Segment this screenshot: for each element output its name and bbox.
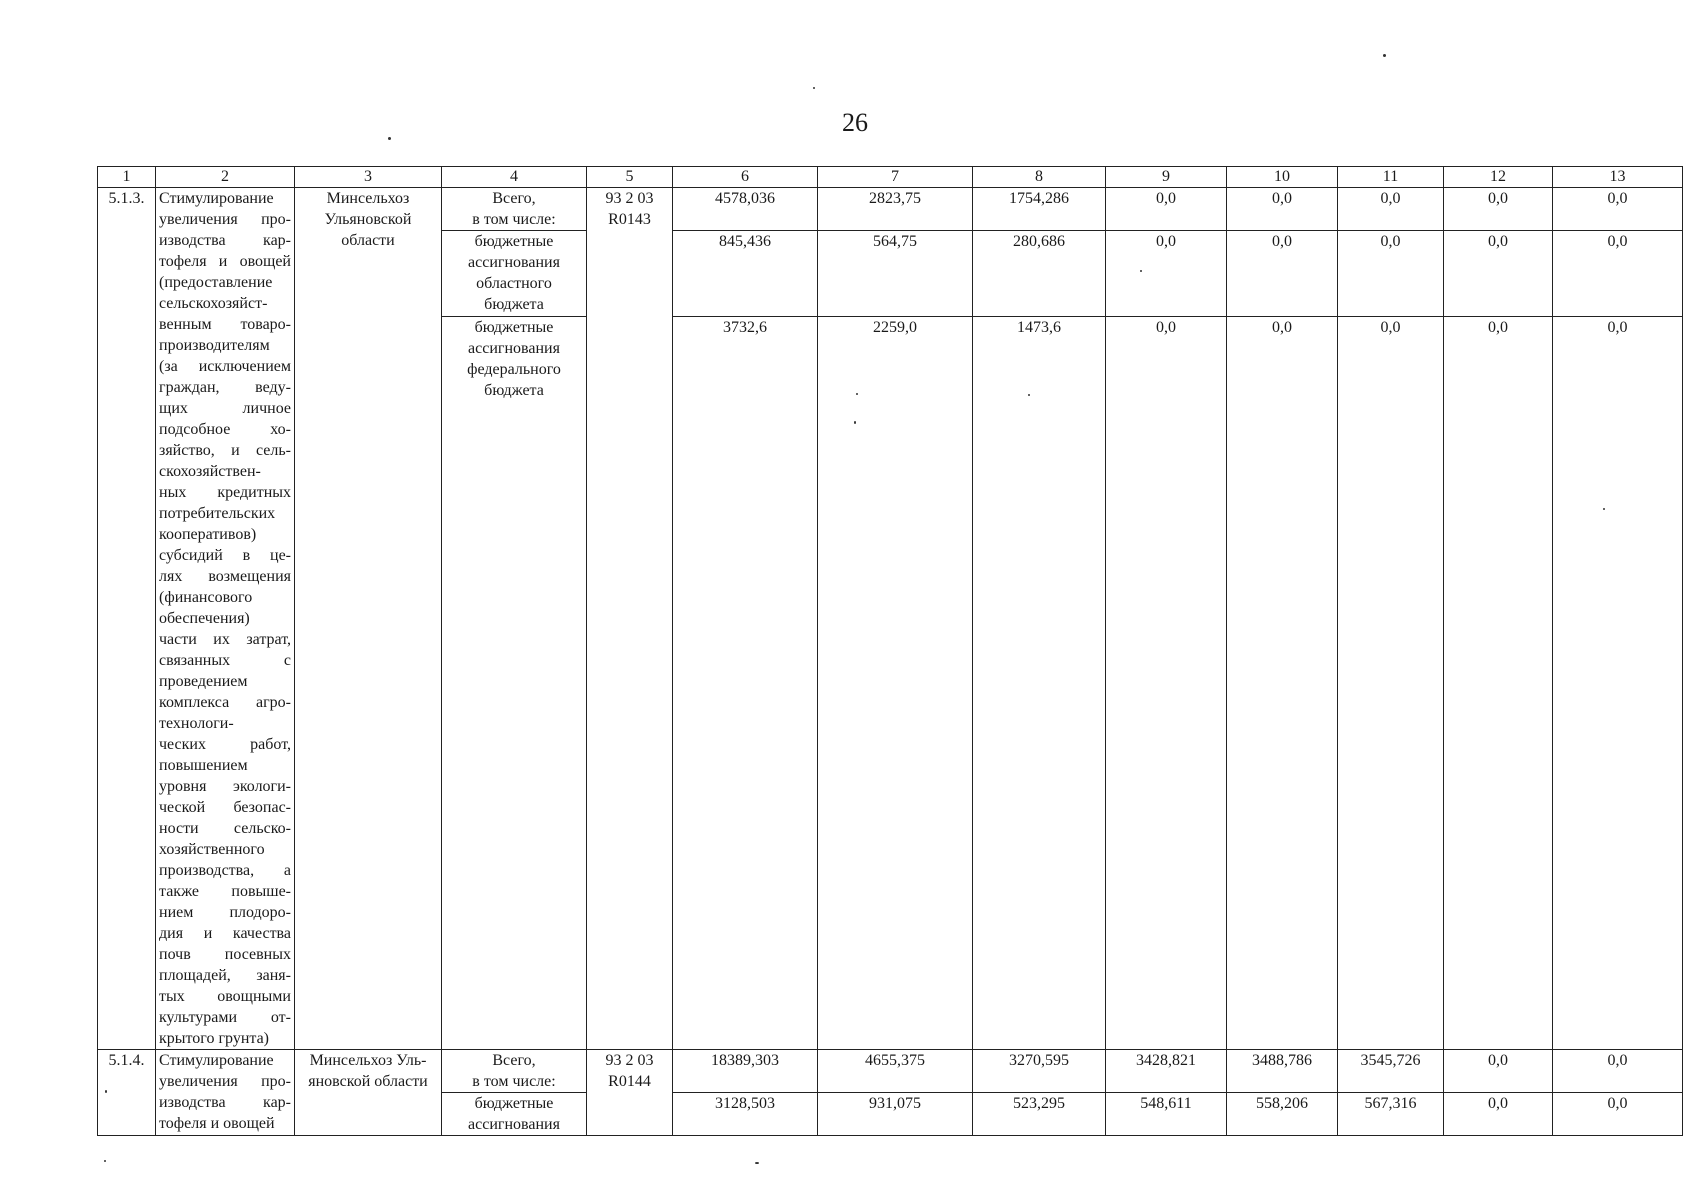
description-line: увеличения про- xyxy=(159,1073,291,1090)
funding-source xyxy=(442,1050,587,1093)
funding-value: 523,295 xyxy=(973,1093,1106,1136)
funding-source xyxy=(442,316,587,1049)
description-line: площадей, заня- xyxy=(159,967,291,984)
funding-value: 0,0 xyxy=(1553,316,1683,1049)
funding-value: 18389,303 xyxy=(673,1050,818,1093)
funding-value: 4578,036 xyxy=(673,188,818,231)
description-line: потребительских xyxy=(159,505,276,522)
header-cell: 13 xyxy=(1553,167,1683,188)
description-line: кооперативов) xyxy=(159,526,257,543)
description-line: нием плодоро- xyxy=(159,904,291,921)
description-line: щих личное xyxy=(159,400,291,417)
funding-value: 0,0 xyxy=(1553,231,1683,317)
description-line: проведением xyxy=(159,673,248,690)
description-line: сельскохозяйст- xyxy=(159,295,268,312)
funding-source-line: ассигнования xyxy=(468,1116,560,1133)
header-cell: 7 xyxy=(818,167,973,188)
budget-code-line: 93 2 03 xyxy=(605,190,654,207)
funding-value: 567,316 xyxy=(1338,1093,1444,1136)
budget-code-line: 93 2 03 xyxy=(605,1052,654,1069)
header-row xyxy=(98,167,1683,188)
description-line: тофеля и овощей xyxy=(159,253,291,270)
funding-value: 0,0 xyxy=(1444,231,1553,317)
budget-code-line: R0143 xyxy=(608,211,651,228)
description-line: почв посевных xyxy=(159,946,291,963)
page-number: 26 xyxy=(842,108,868,137)
description-line: увеличения про- xyxy=(159,211,291,228)
funding-source-line: бюджетные xyxy=(474,233,554,251)
funding-source-line: бюджета xyxy=(484,296,544,314)
description-line: граждан, веду- xyxy=(159,379,291,396)
funding-value: 0,0 xyxy=(1444,1050,1553,1093)
description-line: также повыше- xyxy=(159,883,291,900)
funding-value: 0,0 xyxy=(1338,316,1444,1049)
budget-code xyxy=(587,188,673,1050)
header-cell: 3 xyxy=(295,167,442,188)
description-line: обеспечения) xyxy=(159,610,250,627)
executor-line: яновской области xyxy=(308,1073,428,1090)
executor xyxy=(295,188,442,1050)
funding-value: 0,0 xyxy=(1553,188,1683,231)
funding-value: 0,0 xyxy=(1227,188,1338,231)
funding-value: 3545,726 xyxy=(1338,1050,1444,1093)
funding-value: 3732,6 xyxy=(673,316,818,1049)
funding-value: 0,0 xyxy=(1338,188,1444,231)
description-line: субсидий в це- xyxy=(159,547,291,564)
executor xyxy=(295,1050,442,1136)
funding-value: 0,0 xyxy=(1444,316,1553,1049)
description-line: комплекса агро- xyxy=(159,694,291,711)
description-line: тых овощными xyxy=(159,988,291,1005)
funding-source-line: бюджета xyxy=(484,381,544,399)
budget-code-line: R0144 xyxy=(608,1073,651,1090)
funding-source-line: Всего, xyxy=(492,190,536,207)
executor-line: Минсельхоз xyxy=(326,190,410,207)
header-cell: 9 xyxy=(1106,167,1227,188)
budget-table xyxy=(97,166,1683,1136)
funding-value: 0,0 xyxy=(1106,231,1227,317)
measure-number: 5.1.4. xyxy=(98,1050,156,1136)
funding-source xyxy=(442,231,587,317)
funding-value: 0,0 xyxy=(1338,231,1444,317)
header-cell: 1 xyxy=(98,167,156,188)
scan-speck xyxy=(104,1160,106,1162)
description-line: повышением xyxy=(159,757,248,774)
description-line: ности сельско- xyxy=(159,820,291,837)
header-cell: 8 xyxy=(973,167,1106,188)
funding-source xyxy=(442,1093,587,1136)
scan-speck xyxy=(813,87,815,89)
funding-value: 4655,375 xyxy=(818,1050,973,1093)
scan-speck xyxy=(388,137,391,140)
funding-value: 3128,503 xyxy=(673,1093,818,1136)
funding-value: 931,075 xyxy=(818,1093,973,1136)
header-cell: 12 xyxy=(1444,167,1553,188)
description-line: (предоставление xyxy=(159,274,273,291)
description-line: ческой безопас- xyxy=(159,799,291,816)
description-line: подсобное хо- xyxy=(159,421,291,438)
funding-source-line: бюджетные xyxy=(474,318,554,336)
description-line: ческих работ, xyxy=(159,736,291,753)
description-line: технологи- xyxy=(159,715,234,732)
header-cell: 2 xyxy=(156,167,295,188)
funding-value: 0,0 xyxy=(1553,1093,1683,1136)
description-line: Стимулирование xyxy=(159,1052,274,1069)
funding-value: 845,436 xyxy=(673,231,818,317)
description-line: производителям xyxy=(159,337,270,354)
description-line: (финансового xyxy=(159,589,253,606)
funding-value: 558,206 xyxy=(1227,1093,1338,1136)
funding-value: 3428,821 xyxy=(1106,1050,1227,1093)
header-cell: 5 xyxy=(587,167,673,188)
funding-value: 2823,75 xyxy=(818,188,973,231)
funding-source-line: областного xyxy=(476,275,552,293)
measure-description xyxy=(156,188,295,1050)
description-line: ных кредитных xyxy=(159,484,291,501)
funding-value: 0,0 xyxy=(1106,188,1227,231)
description-line: части их затрат, xyxy=(159,631,291,648)
header-cell: 4 xyxy=(442,167,587,188)
description-line: изводства кар- xyxy=(159,232,291,249)
funding-value: 0,0 xyxy=(1106,316,1227,1049)
funding-value: 1754,286 xyxy=(973,188,1106,231)
measure-row xyxy=(98,188,1683,231)
funding-source-line: ассигнования xyxy=(468,339,560,357)
description-line: Стимулирование xyxy=(159,190,274,207)
description-line: венным товаро- xyxy=(159,316,291,333)
description-line: скохозяйствен- xyxy=(159,463,261,480)
funding-value: 0,0 xyxy=(1553,1050,1683,1093)
scan-speck xyxy=(755,1162,759,1164)
funding-value: 0,0 xyxy=(1444,188,1553,231)
description-line: крытого грунта) xyxy=(159,1030,269,1047)
funding-value: 0,0 xyxy=(1227,231,1338,317)
executor-line: области xyxy=(341,232,395,249)
funding-value: 280,686 xyxy=(973,231,1106,317)
funding-value: 3270,595 xyxy=(973,1050,1106,1093)
header-cell: 10 xyxy=(1227,167,1338,188)
funding-source-line: бюджетные xyxy=(474,1095,554,1112)
budget-code xyxy=(587,1050,673,1136)
description-line: изводства кар- xyxy=(159,1094,291,1111)
funding-value: 548,611 xyxy=(1106,1093,1227,1136)
funding-source-line: в том числе: xyxy=(472,211,556,228)
description-line: (за исключением xyxy=(159,358,291,375)
funding-source-line: ассигнования xyxy=(468,254,560,272)
funding-value: 1473,6 xyxy=(973,316,1106,1049)
funding-source-line: в том числе: xyxy=(472,1073,556,1090)
funding-source-line: Всего, xyxy=(492,1052,536,1069)
description-line: культурами от- xyxy=(159,1009,291,1026)
header-cell: 11 xyxy=(1338,167,1444,188)
header-cell: 6 xyxy=(673,167,818,188)
description-line: производства, а xyxy=(159,862,291,879)
measure-number: 5.1.3. xyxy=(98,188,156,1050)
executor-line: Ульяновской xyxy=(324,211,412,228)
funding-value: 2259,0 xyxy=(818,316,973,1049)
measure-row xyxy=(98,1050,1683,1093)
description-line: хозяйственного xyxy=(159,841,265,858)
funding-value: 3488,786 xyxy=(1227,1050,1338,1093)
description-line: связанных с xyxy=(159,652,291,669)
description-line: тофеля и овощей xyxy=(159,1115,275,1132)
funding-value: 564,75 xyxy=(818,231,973,317)
executor-line: Минсельхоз Уль- xyxy=(309,1052,427,1069)
funding-source-line: федерального xyxy=(467,360,561,378)
funding-value: 0,0 xyxy=(1227,316,1338,1049)
description-line: уровня экологи- xyxy=(159,778,291,795)
description-line: зяйство, и сель- xyxy=(159,442,291,459)
funding-value: 0,0 xyxy=(1444,1093,1553,1136)
scan-speck xyxy=(1383,54,1386,57)
funding-source xyxy=(442,188,587,231)
measure-description xyxy=(156,1050,295,1136)
description-line: дия и качества xyxy=(159,925,291,942)
description-line: лях возмещения xyxy=(159,568,291,585)
